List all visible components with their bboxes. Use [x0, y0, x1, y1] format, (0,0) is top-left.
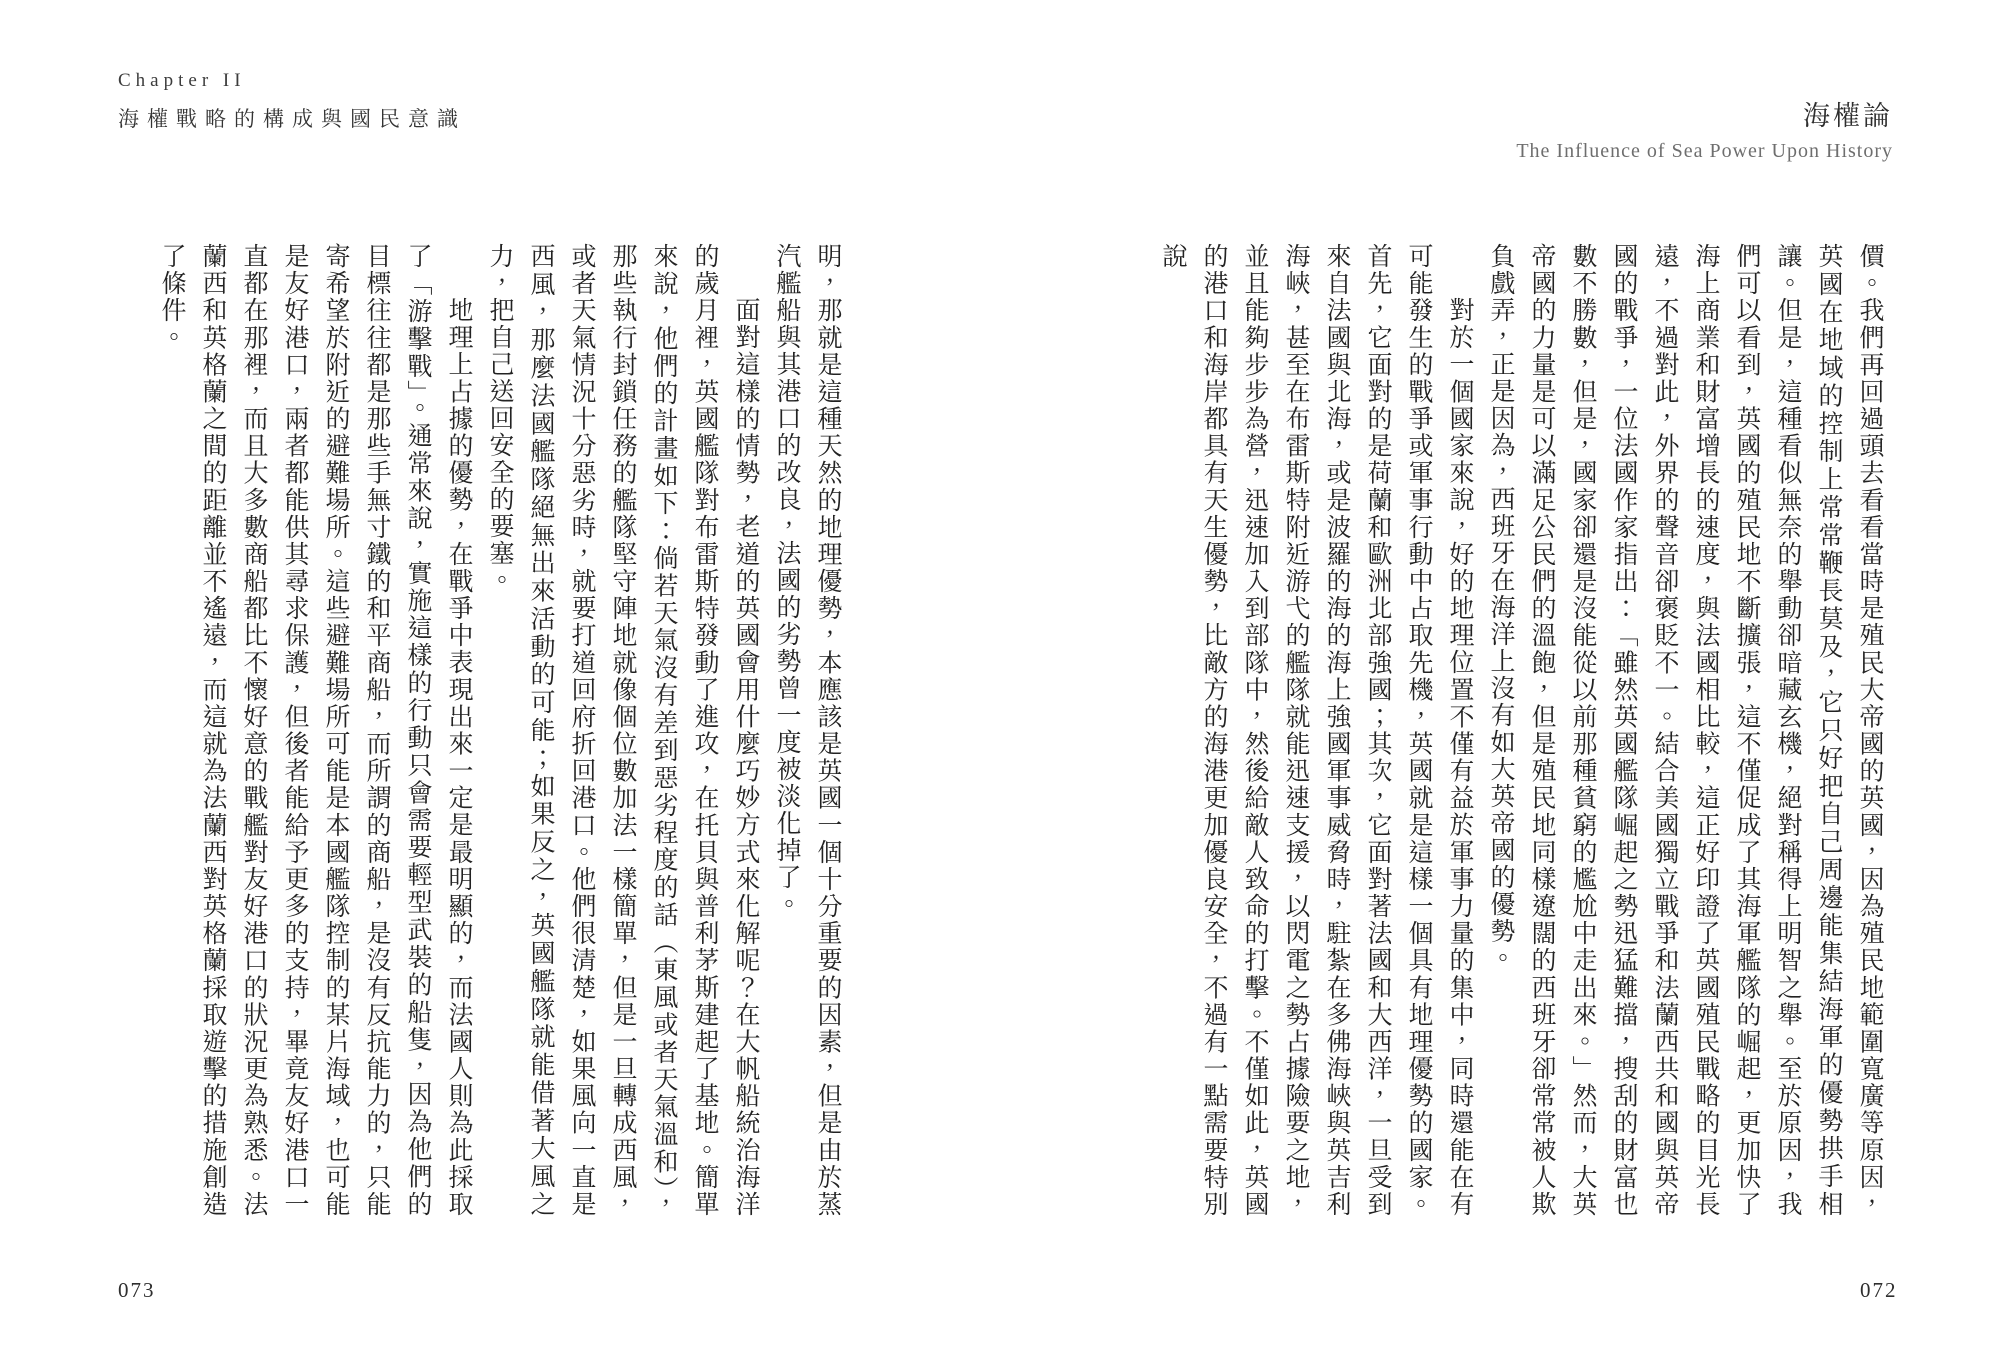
paragraph: 對於一個國家來說，好的地理位置不僅有益於軍事力量的集中，同時還能在有可能發生的戰爭或軍事行動中占取先機，英國就是這樣一個具有地理優勢的國家。首先，它面對的是荷蘭和歐洲北部強國；其次，它面對著法國和大西洋，一旦受到來自法國與北海，或是波羅的海的海上強國軍事威脅時，駐紮在多佛海峽與英吉利海峽，甚至在布雷斯特附近游弋的艦隊就能迅速支援，以閃電之勢占據險要之地，並且能夠步步為營，迅速加入到部隊中，然後給敵人致命的打擊。不僅如此，英國的港口和海岸都具有天生優勢，比敵方的海港更加優良安全，不過有一點需要特別說: [1159, 243, 1473, 1218]
paragraph: 價。我們再回過頭去看看當時是殖民大帝國的英國，因為殖民地範圍寬廣等原因，英國在地域的控制上常常鞭長莫及，它只好把自己周邊能集結海軍的優勢拱手相讓。但是，這種看似無奈的舉動卻暗藏玄機，絕對稱得上明智之舉。至於原因，我們可以看到，英國的殖民地不斷擴張，這不僅促成了其海軍艦隊的崛起，更加快了海上商業和財富增長的速度，與法國相比較，這正好印證了英國殖民戰略的目光長遠，不過對此，外界的聲音卻褒貶不一。結合美國獨立戰爭和法蘭西共和國與英帝國的戰爭，一位法國作家指出：「雖然英國艦隊崛起之勢迅猛難擋，搜刮的財富也數不勝數，但是，國家卻還是沒能從以前那種貧窮的尷尬中走出來。」然而，大英帝國的力量是可以滿足公民們的溫飽，但是殖民地同樣遼闊的西班牙卻常常被人欺負戲弄，正是因為，西班牙在海洋上沒有如大英帝國的優勢。: [1487, 243, 1883, 1218]
right-running-head: [1516, 94, 1893, 163]
paragraph: 面對這樣的情勢，老道的英國會用什麼巧妙方式來化解呢？在大帆船統治海洋的歲月裡，英國艦隊對布雷斯特發動了進攻，在托貝與普利茅斯建起了基地。簡單來說，他們的計畫如下：倘若天氣沒有差到惡劣程度的話（東風或者天氣溫和），那些執行封鎖任務的艦隊堅守陣地就像個位數加法一樣簡單，但是一旦轉成西風，或者天氣情況十分惡劣時，就要打道回府折回港口。他們很清楚，如果風向一直是西風，那麼法國艦隊絕無出來活動的可能；如果反之，英國艦隊就能借著大風之力，把自己送回安全的要塞。: [486, 243, 759, 1218]
left-text-block: [151, 243, 848, 1218]
chapter-title: 海權戰略的構成與國民意識: [118, 107, 466, 131]
left-running-head: [118, 70, 466, 133]
paragraph: 明，那就是這種天然的地理優勢，本應該是英國一個十分重要的因素，但是由於蒸汽艦船與其港口的改良，法國的劣勢曾一度被淡化掉了。: [773, 243, 841, 1218]
book-subtitle: The Influence of Sea Power Upon History: [1516, 140, 1893, 162]
page-number-left: 073: [118, 1278, 156, 1302]
paragraph: 地理上占據的優勢，在戰爭中表現出來一定是最明顯的，而法國人則為此採取了「游擊戰」。通常來說，實施這樣的行動只會需要輕型武裝的船隻，因為他們的目標往往都是那些手無寸鐵的和平商船，而所謂的商船，是沒有反抗能力的，只能寄希望於附近的避難場所。這些避難場所可能是本國艦隊控制的某片海域，也可能是友好港口，兩者都能供其尋求保護，但後者能給予更多的支持，畢竟友好港口一直都在那裡，而且大多數商船都比不懷好意的戰艦對友好港口的狀況更為熟悉。法蘭西和英格蘭之間的距離並不遙遠，而這就為法蘭西對英格蘭採取遊擊的措施創造了條件。: [158, 243, 472, 1218]
book-title: 海權論: [1803, 101, 1893, 131]
chapter-label: Chapter II: [118, 70, 246, 91]
page-number-right: 072: [1860, 1278, 1898, 1302]
right-text-block: [1152, 243, 1890, 1218]
